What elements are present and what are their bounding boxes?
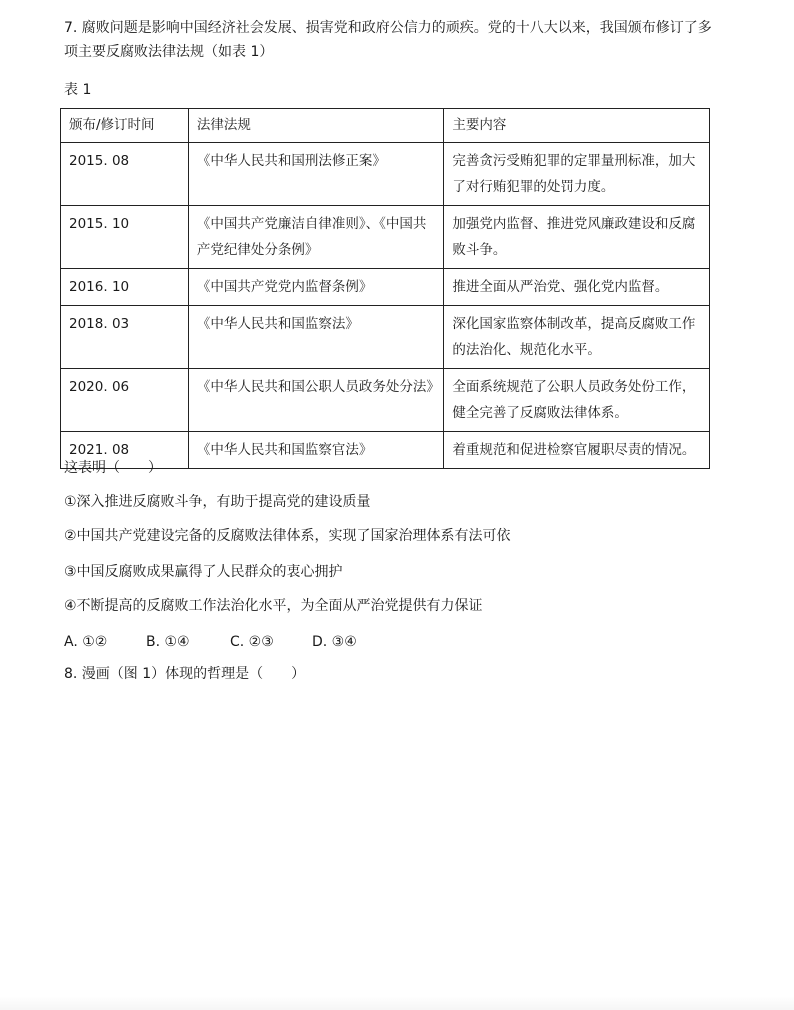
cell-date: 2015. 10	[61, 206, 189, 269]
choice-c[interactable]: C. ②③	[230, 634, 274, 650]
cell-content: 加强党内监督、推进党风廉政建设和反腐败斗争。	[444, 206, 710, 269]
choice-d[interactable]: D. ③④	[312, 634, 357, 650]
choice-b[interactable]: B. ①④	[146, 634, 190, 650]
choice-a[interactable]: A. ①②	[64, 634, 108, 650]
scan-shadow	[0, 996, 794, 1010]
cell-content: 推进全面从严治党、强化党内监督。	[444, 269, 710, 306]
cell-date: 2016. 10	[61, 269, 189, 306]
cell-law: 《中华人民共和国监察法》	[188, 306, 444, 369]
cell-law: 《中华人民共和国监察官法》	[188, 432, 444, 469]
question-8-stem: 8. 漫画（图 1）体现的哲理是（ ）	[64, 666, 306, 682]
question-7-stem: 7. 腐败问题是影响中国经济社会发展、损害党和政府公信力的顽疾。党的十八大以来，我国颁布修订了多项主要反腐败法律法规（如表 1）	[64, 20, 712, 60]
cell-content: 着重规范和促进检察官履职尽责的情况。	[444, 432, 710, 469]
table-row	[61, 269, 710, 306]
table-row	[61, 306, 710, 369]
table-row	[61, 369, 710, 432]
cell-law: 《中华人民共和国公职人员政务处分法》	[188, 369, 444, 432]
cell-law: 《中华人民共和国刑法修正案》	[188, 143, 444, 206]
statement-2: ②中国共产党建设完备的反腐败法律体系，实现了国家治理体系有法可依	[64, 528, 511, 544]
table-caption: 表 1	[64, 82, 92, 98]
cell-content: 深化国家监察体制改革，提高反腐败工作的法治化、规范化水平。	[444, 306, 710, 369]
anti-corruption-law-table	[60, 108, 710, 469]
cell-content: 全面系统规范了公职人员政务处份工作，健全完善了反腐败法律体系。	[444, 369, 710, 432]
cell-date: 2015. 08	[61, 143, 189, 206]
cell-date: 2021. 08	[61, 432, 189, 469]
cell-date: 2018. 03	[61, 306, 189, 369]
table-row	[61, 143, 710, 206]
table-header-row	[61, 109, 710, 143]
header-date: 颁布/修订时间	[61, 109, 189, 143]
cell-law: 《中国共产党党内监督条例》	[188, 269, 444, 306]
statement-3: ③中国反腐败成果赢得了人民群众的衷心拥护	[64, 564, 343, 580]
cell-date: 2020. 06	[61, 369, 189, 432]
statement-1: ①深入推进反腐败斗争，有助于提高党的建设质量	[64, 494, 371, 510]
header-content: 主要内容	[444, 109, 710, 143]
cell-content: 完善贪污受贿犯罪的定罪量刑标准，加大了对行贿犯罪的处罚力度。	[444, 143, 710, 206]
table-row	[61, 206, 710, 269]
cell-law: 《中国共产党廉洁自律准则》、《中国共产党纪律处分条例》	[188, 206, 444, 269]
answer-choices	[64, 630, 357, 654]
statement-4: ④不断提高的反腐败工作法治化水平，为全面从严治党提供有力保证	[64, 598, 483, 614]
header-law: 法律法规	[188, 109, 444, 143]
question-7-prompt: 这表明（ ）	[64, 460, 162, 476]
